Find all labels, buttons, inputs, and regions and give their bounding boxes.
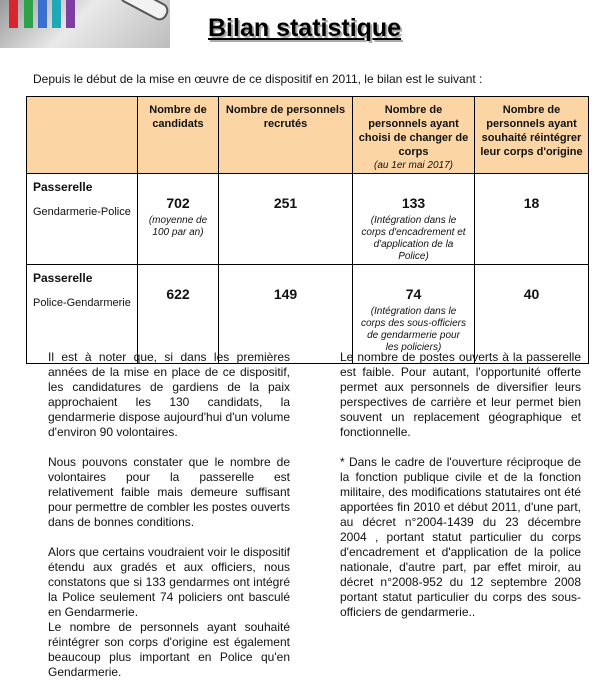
recrutes-cell [219, 265, 353, 364]
recrutes-cell [219, 174, 353, 265]
changes-note: (Intégration dans le corps d'encadrement et d'application de la Police) [361, 215, 466, 262]
header-date-note: (au 1er mai 2017) [374, 160, 453, 171]
candidats-value: 622 [166, 286, 190, 302]
candidats-value: 702 [166, 195, 190, 211]
changes-value: 74 [405, 286, 422, 302]
candidats-note: (moyenne de 100 par an) [148, 215, 208, 238]
left-text-column [48, 350, 290, 695]
blue-bar-graphic [38, 0, 47, 28]
table-row [27, 265, 589, 364]
paragraph: Il est à noter que, si dans les premières années de la mise en place de ce dispositif, les candidatures de gardiens de la paix approchaient les 130 candidats, la gendarmerie dispose aujourd'hui d'un volume d'environ 90 volontaires. [48, 350, 290, 439]
paragraph: Alors que certains voudraient voir le dispositif étendu aux gradés et aux officiers, nous constatons que si 133 gendarmes ont intégré la Police seulement 74 policiers ont basculé en Gendarmerie. [48, 545, 290, 619]
changes-cell [353, 174, 475, 265]
header-corner-cell [27, 97, 138, 174]
footnote-paragraph: * Dans le cadre de l'ouverture réciproque de la fonction publique civile et de la fonction militaire, des modifications statutaires ont été apportées fin 2010 et début 2011, d'une part, au décret n°2004-1439 du 23 décembre 2004 , portant statut particulier du corps d'encadrement et d'application de la police nationale, d'autre part, par effet miroir, au décret n°2008-952 du 12 septembre 2008 portant statut particulier du corps des sous-officiers de gendarmerie.. [340, 455, 581, 619]
reintegres-value: 18 [523, 195, 540, 211]
page-title: Bilan statistique [208, 14, 402, 42]
row-label-cell [27, 174, 138, 265]
reintegres-value: 40 [523, 286, 540, 302]
table-row [27, 174, 589, 265]
stats-table [26, 96, 589, 364]
header-banner-image [0, 0, 170, 48]
changes-note: (Intégration dans le corps des sous-officiers de gendarmerie pour les policiers) [360, 306, 467, 353]
purple-bar-graphic [66, 0, 75, 28]
row-sublabel: Police-Gendarmerie [33, 297, 131, 309]
row-label: Passerelle [33, 271, 93, 285]
green-bar-graphic [24, 0, 33, 28]
row-label: Passerelle [33, 180, 93, 194]
candidats-cell [138, 265, 219, 364]
changes-value: 133 [401, 195, 426, 211]
red-bar-graphic [9, 0, 18, 28]
header-reintegres: Nombre de personnels ayant souhaité réintégrer leur corps d'origine [475, 97, 589, 174]
reintegres-cell [475, 174, 589, 265]
recrutes-value: 149 [273, 286, 298, 302]
header-candidats: Nombre de candidats [138, 97, 219, 174]
paragraph: Le nombre de personnels ayant souhaité réintégrer son corps d'origine est également beaucoup plus important en Police qu'en Gendarmerie. [48, 620, 290, 679]
header-recrutes: Nombre de personnels recrutés [219, 97, 353, 174]
teal-bar-graphic [52, 0, 61, 28]
header-changes: Nombre de personnels ayant choisi de changer de corps (au 1er mai 2017) [353, 97, 475, 174]
intro-text: Depuis le début de la mise en œuvre de ce dispositif en 2011, le bilan est le suivant : [33, 72, 483, 86]
reintegres-cell [475, 265, 589, 364]
stylus-graphic [117, 0, 170, 23]
candidats-cell [138, 174, 219, 265]
paragraph: Nous pouvons constater que le nombre de volontaires pour la passerelle est relativement faible mais demeure suffisant pour permettre de combler les postes ouverts dans de bonnes conditions. [48, 455, 290, 529]
recrutes-value: 251 [273, 195, 298, 211]
changes-cell [353, 265, 475, 364]
row-label-cell [27, 265, 138, 364]
table-header-row [27, 97, 589, 174]
paragraph: Le nombre de postes ouverts à la passerelle est faible. Pour autant, l'opportunité offerte permet aux personnels de diversifier leurs perspectives de carrière et leur permet bien souvent un replacement géographique et fonctionnelle. [340, 350, 581, 439]
right-text-column [340, 350, 581, 635]
row-sublabel: Gendarmerie-Police [33, 206, 131, 218]
